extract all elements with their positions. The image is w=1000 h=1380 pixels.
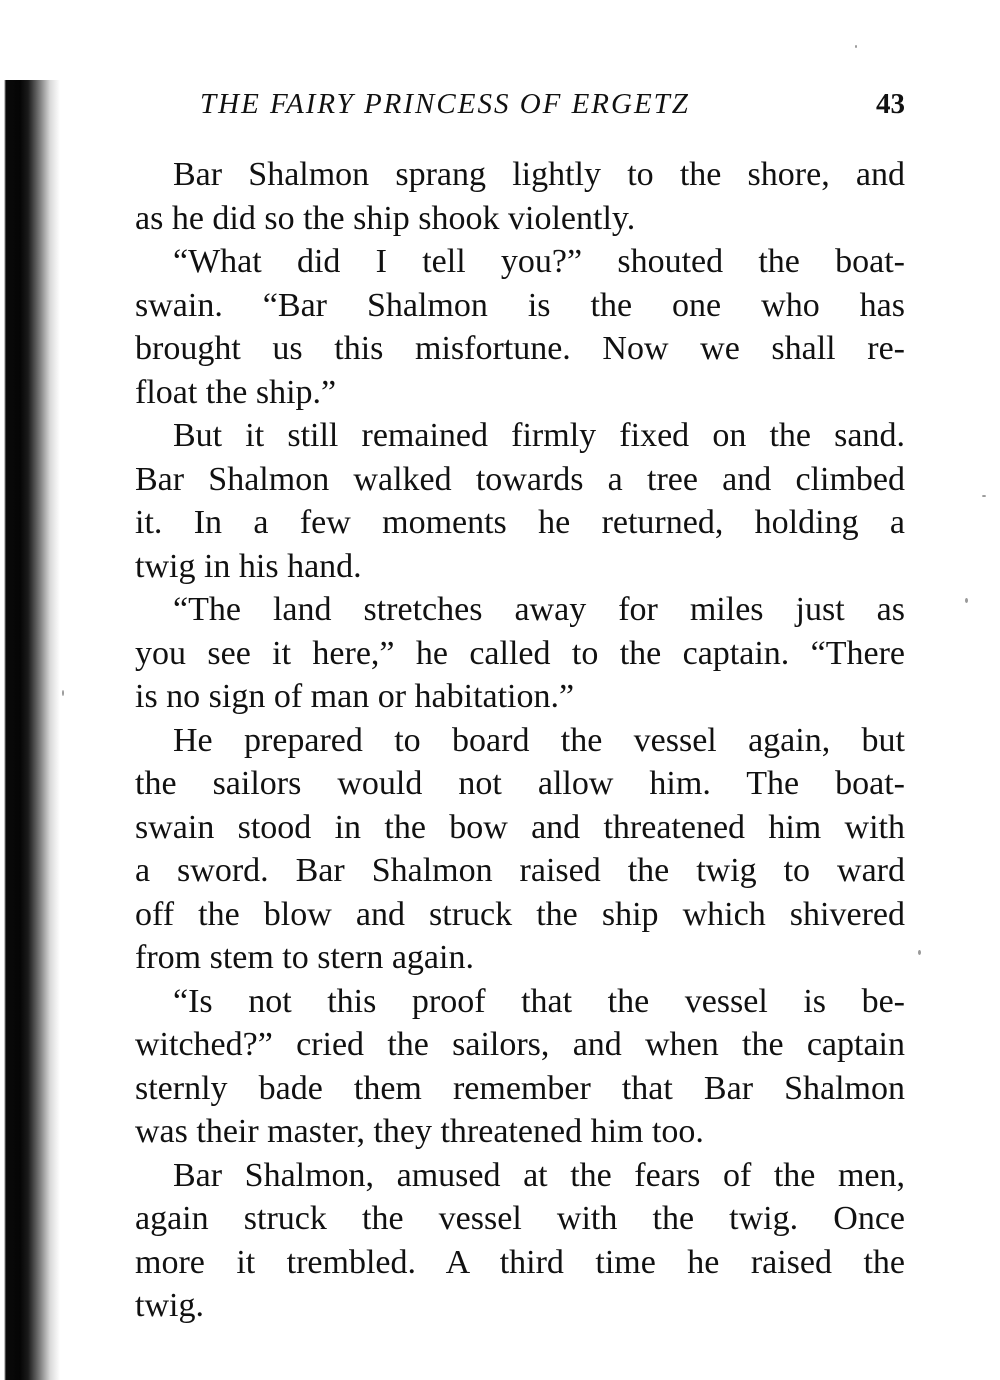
body-text: [135, 153, 905, 1328]
text-line: witched?” cried the sailors, and when the captain: [135, 1026, 905, 1063]
text-line: is no sign of man or habitation.”: [135, 678, 575, 715]
text-line: again struck the vessel with the twig. Once: [135, 1200, 905, 1237]
text-line: it. In a few moments he returned, holding a: [135, 504, 905, 541]
text-line: “Is not this proof that the vessel is be-: [173, 982, 905, 1020]
text-line: more it trembled. A third time he raised the: [135, 1243, 905, 1281]
text-line: swain stood in the bow and threatened him with: [135, 808, 905, 846]
text-line: He prepared to board the vessel again, but: [173, 721, 905, 759]
text-line: “The land stretches away for miles just as: [173, 591, 905, 628]
paragraph: [135, 1154, 905, 1328]
text-line: from stem to stern again.: [135, 939, 474, 976]
scan-speck: [965, 598, 968, 603]
paragraph: [135, 588, 905, 719]
page-number: 43: [876, 88, 905, 120]
text-line: was their master, they threatened him too.: [135, 1113, 704, 1150]
text-line: Bar Shalmon, amused at the fears of the men,: [173, 1156, 905, 1194]
text-line: twig.: [135, 1287, 204, 1324]
paragraph: [135, 414, 905, 588]
text-line: sternly bade them remember that Bar Shalmon: [135, 1069, 905, 1107]
text-line: brought us this misfortune. Now we shall re-: [135, 330, 905, 367]
scan-speck: [982, 495, 986, 497]
text-line: a sword. Bar Shalmon raised the twig to ward: [135, 852, 905, 889]
scan-speck: [62, 690, 64, 696]
paragraph: [135, 153, 905, 240]
text-line: off the blow and struck the ship which shivered: [135, 895, 905, 933]
scan-speck: [855, 45, 857, 48]
text-line: as he did so the ship shook violently.: [135, 199, 636, 237]
text-line: the sailors would not allow him. The boat-: [135, 765, 905, 802]
text-line: swain. “Bar Shalmon is the one who has: [135, 286, 905, 324]
paragraph: [135, 240, 905, 414]
page-binding-shadow: [0, 80, 60, 1380]
text-line: Bar Shalmon sprang lightly to the shore, and: [173, 156, 905, 193]
paragraph: [135, 719, 905, 980]
running-title: THE FAIRY PRINCESS OF ERGETZ: [200, 88, 690, 120]
text-line: twig in his hand.: [135, 547, 362, 585]
text-line: “What did I tell you?” shouted the boat-: [173, 243, 905, 280]
text-line: Bar Shalmon walked towards a tree and climbed: [135, 460, 905, 498]
scan-speck: [918, 950, 921, 955]
text-line: But it still remained firmly fixed on the sand.: [173, 417, 905, 454]
text-line: you see it here,” he called to the captain. “There: [135, 634, 905, 672]
running-header: [200, 88, 905, 128]
text-line: float the ship.”: [135, 373, 337, 411]
paragraph: [135, 980, 905, 1154]
